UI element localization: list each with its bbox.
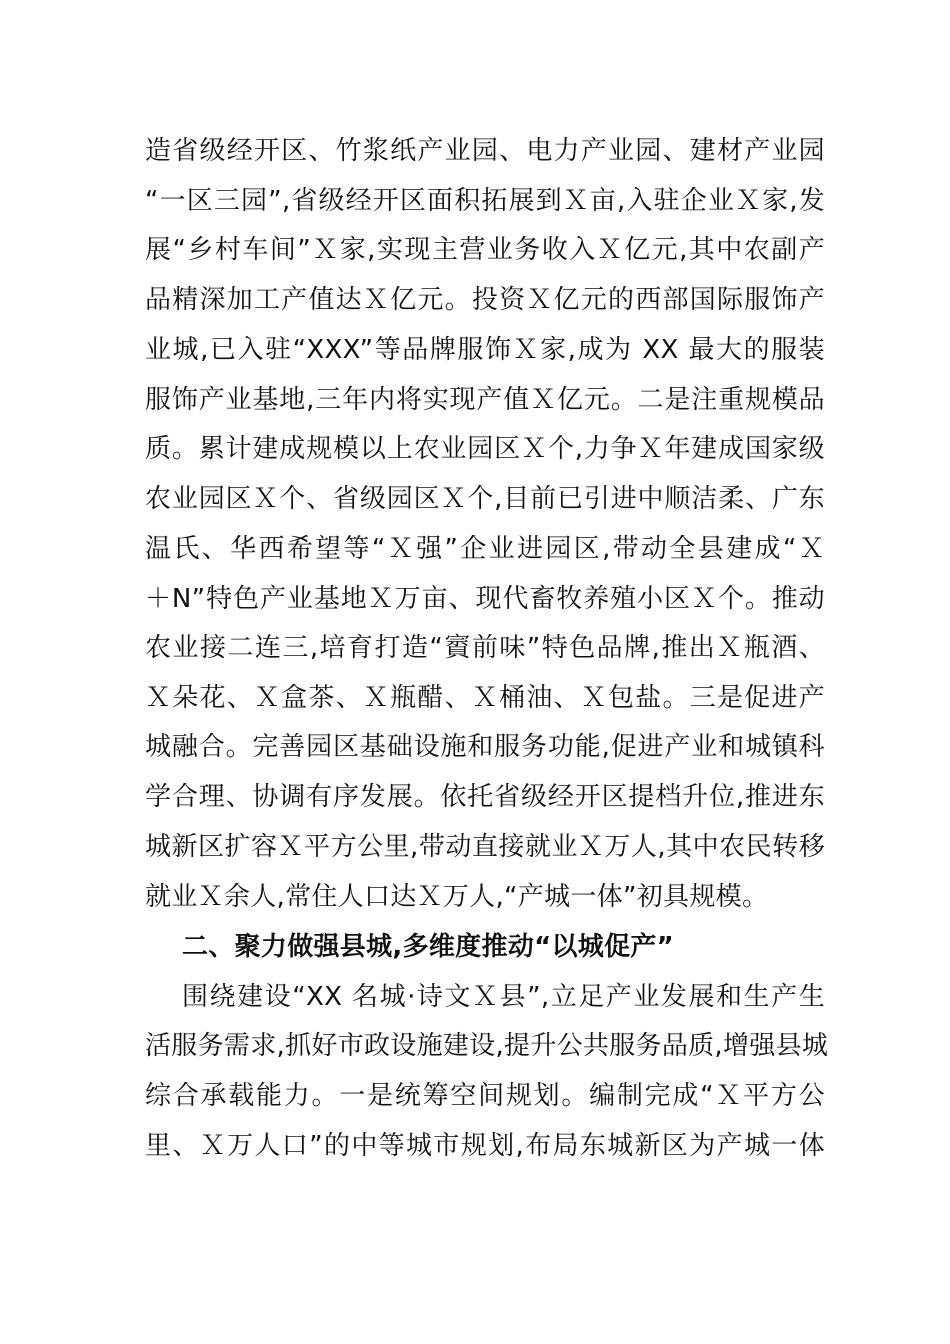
section-heading: 二、聚力做强县城,多维度推动“以城促产”	[182, 932, 675, 962]
body-text-line: 农业园区Ｘ个、省级园区Ｘ个,目前已引进中顺洁柔、广东	[145, 484, 825, 514]
body-text-line: 综合承载能力。一是统筹空间规划。编制完成“Ｘ平方公	[145, 1081, 825, 1111]
body-text-line: 温氏、华西希望等“Ｘ强”企业进园区,带动全县建成“Ｘ	[145, 534, 825, 564]
body-text-line: 围绕建设“XX 名城·诗文Ｘ县”,立足产业发展和生产生	[182, 982, 825, 1012]
body-text-line: 城融合。完善园区基础设施和服务功能,促进产业和城镇科	[145, 732, 825, 762]
body-text-line: 品精深加工产值达Ｘ亿元。投资Ｘ亿元的西部国际服饰产	[145, 285, 825, 315]
body-text-line: 学合理、协调有序发展。依托省级经开区提档升位,推进东	[145, 782, 825, 812]
body-text-line: Ｘ朵花、Ｘ盒茶、Ｘ瓶醋、Ｘ桶油、Ｘ包盐。三是促进产	[145, 683, 825, 713]
body-text-line: 业城,已入驻“XXX”等品牌服饰Ｘ家,成为 XX 最大的服装	[145, 335, 825, 365]
body-text-line: ＋N”特色产业基地Ｘ万亩、现代畜牧养殖小区Ｘ个。推动	[145, 584, 825, 614]
body-text-line: “一区三园”,省级经开区面积拓展到Ｘ亩,入驻企业Ｘ家,发	[145, 186, 825, 216]
body-text-line: 服饰产业基地,三年内将实现产值Ｘ亿元。二是注重规模品	[145, 385, 825, 415]
body-text-line: 质。累计建成规模以上农业园区Ｘ个,力争Ｘ年建成国家级	[145, 434, 825, 464]
body-text-line: 活服务需求,抓好市政设施建设,提升公共服务品质,增强县城	[145, 1031, 829, 1061]
body-text-line: 农业接二连三,培育打造“賨前味”特色品牌,推出Ｘ瓶酒、	[145, 633, 825, 663]
body-text-line: 展“乡村车间”Ｘ家,实现主营业务收入Ｘ亿元,其中农副产	[145, 235, 825, 265]
body-text-line: 造省级经开区、竹浆纸产业园、电力产业园、建材产业园	[145, 136, 825, 166]
body-text-line: 里、Ｘ万人口”的中等城市规划,布局东城新区为产城一体	[145, 1131, 825, 1161]
body-text-line: 城新区扩容Ｘ平方公里,带动直接就业Ｘ万人,其中农民转移	[145, 832, 825, 862]
body-text-line: 就业Ｘ余人,常住人口达Ｘ万人,“产城一体”初具规模。	[145, 882, 769, 912]
